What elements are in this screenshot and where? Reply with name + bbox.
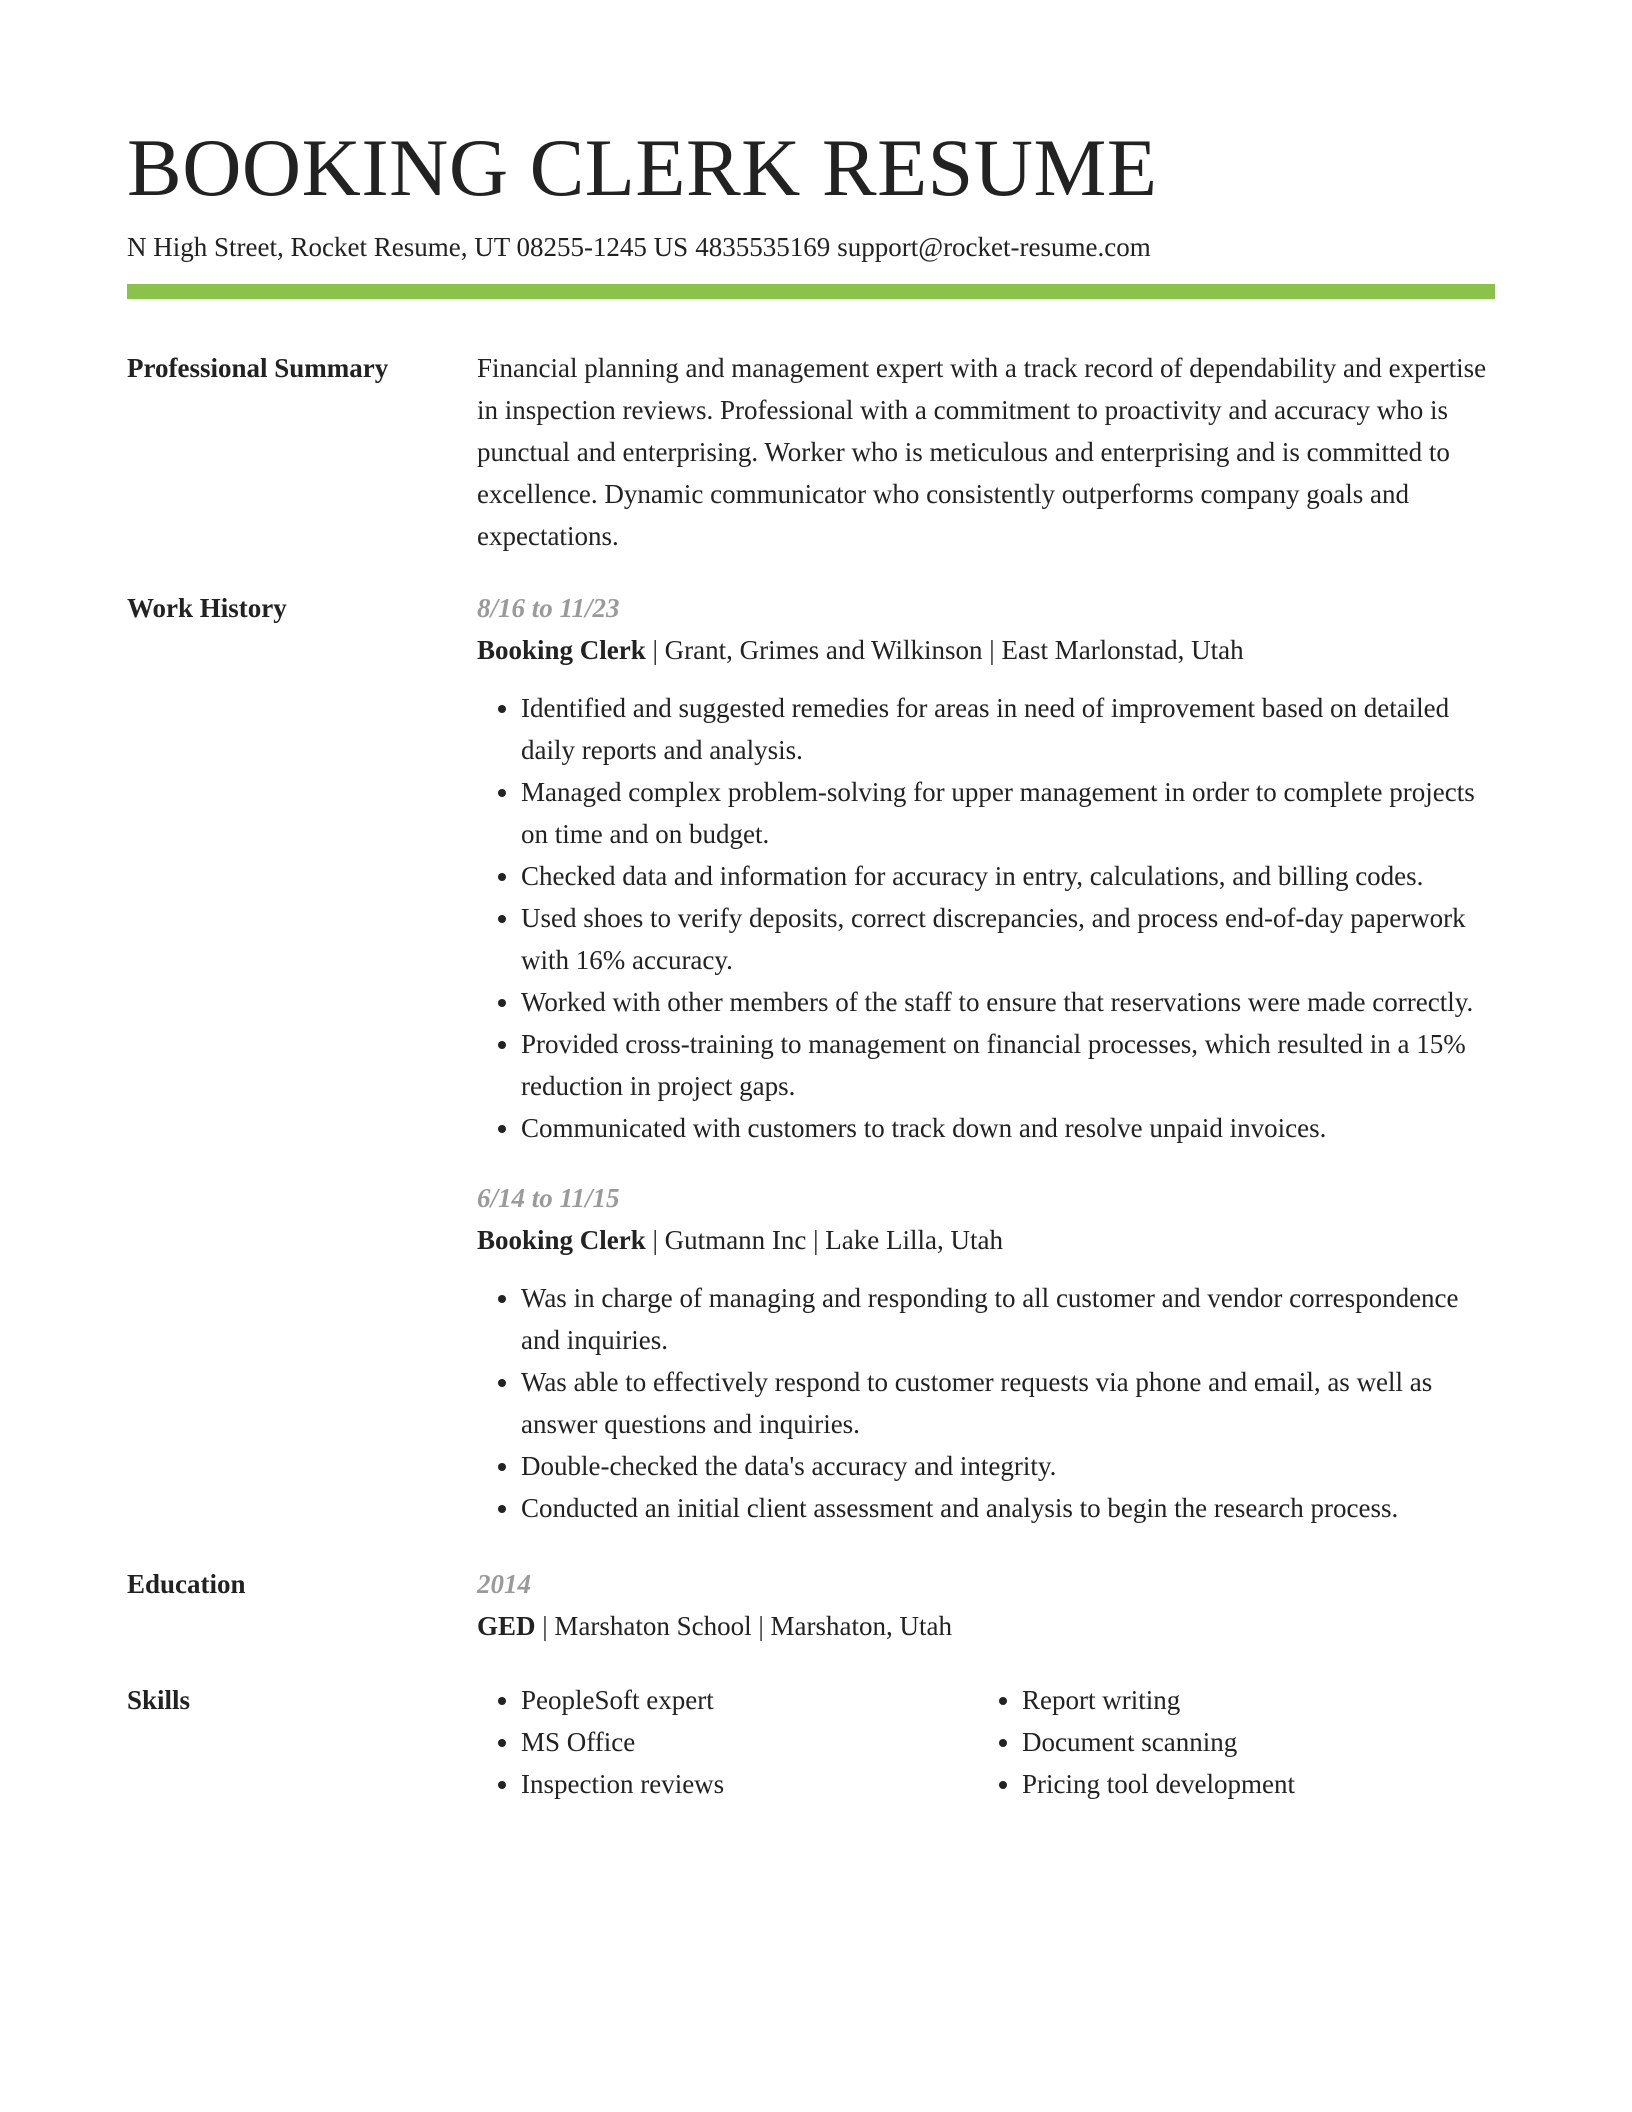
- job-dates: 6/14 to 11/15: [477, 1183, 620, 1213]
- header-divider: [127, 284, 1495, 299]
- skill-item: • MS Office: [521, 1721, 978, 1763]
- education-details: | Marshaton School | Marshaton, Utah: [535, 1611, 953, 1641]
- summary-text: Financial planning and management expert with a track record of dependability and expertise in inspection reviews. Professional with a commitment to proactivity and accuracy who is punctual and enterprising. Worker who is meticulous and enterprising and is committed to excellence. Dynamic communicator who consistently outperforms company goals and expectations.: [477, 353, 1487, 551]
- education-degree: GED: [477, 1611, 536, 1641]
- work-history-body: [477, 587, 1495, 1529]
- list-item: • Identified and suggested remedies for areas in need of improvement based on detailed daily reports and analysis.: [521, 687, 1495, 771]
- list-item: • Managed complex problem-solving for upper management in order to complete projects on time and on budget.: [521, 771, 1495, 855]
- job-details: | Grant, Grimes and Wilkinson | East Marlonstad, Utah: [645, 635, 1244, 665]
- job-title: Booking Clerk: [477, 635, 646, 665]
- job-dates: 8/16 to 11/23: [477, 593, 620, 623]
- skill-item: • Pricing tool development: [1022, 1763, 1495, 1805]
- skills-section: [127, 1679, 1495, 1805]
- education-section: [127, 1563, 1495, 1647]
- list-item: • Was able to effectively respond to customer requests via phone and email, as well as answer questions and inquiries.: [521, 1361, 1495, 1445]
- list-item: • Was in charge of managing and responding to all customer and vendor correspondence and inquiries.: [521, 1277, 1495, 1361]
- list-item: • Conducted an initial client assessment and analysis to begin the research process.: [521, 1487, 1495, 1529]
- job-details: | Gutmann Inc | Lake Lilla, Utah: [645, 1225, 1003, 1255]
- list-item: • Worked with other members of the staff to ensure that reservations were made correctly.: [521, 981, 1495, 1023]
- skills-label: Skills: [127, 1685, 191, 1715]
- skill-item: • Report writing: [1022, 1679, 1495, 1721]
- education-year: 2014: [477, 1569, 531, 1599]
- list-item: • Checked data and information for accuracy in entry, calculations, and billing codes.: [521, 855, 1495, 897]
- list-item: • Communicated with customers to track down and resolve unpaid invoices.: [521, 1107, 1495, 1149]
- skills-list-right: [978, 1679, 1495, 1805]
- job-bullets: [477, 1277, 1495, 1529]
- work-history-section: [127, 587, 1495, 1529]
- summary-label: Professional Summary: [127, 353, 389, 383]
- skill-item: • Document scanning: [1022, 1721, 1495, 1763]
- list-item: • Double-checked the data's accuracy and integrity.: [521, 1445, 1495, 1487]
- list-item: • Used shoes to verify deposits, correct discrepancies, and process end-of-day paperwork with 16% accuracy.: [521, 897, 1495, 981]
- job-heading: [477, 629, 1495, 671]
- resume-page: [127, 118, 1495, 1805]
- page-title: BOOKING CLERK RESUME: [127, 122, 1158, 213]
- contact-phone: 4835535169: [695, 232, 831, 262]
- job-title: Booking Clerk: [477, 1225, 646, 1255]
- job-entry: [477, 1177, 1495, 1529]
- contact-email: support@rocket-resume.com: [837, 232, 1151, 262]
- job-heading: [477, 1219, 1495, 1261]
- job-entry: [477, 587, 1495, 1149]
- skills-body: [477, 1679, 1495, 1805]
- list-item: • Provided cross-training to management on financial processes, which resulted in a 15% reduction in project gaps.: [521, 1023, 1495, 1107]
- skill-item: • Inspection reviews: [521, 1763, 978, 1805]
- skill-item: • PeopleSoft expert: [521, 1679, 978, 1721]
- education-label: Education: [127, 1569, 246, 1599]
- job-bullets: [477, 687, 1495, 1149]
- work-history-label: Work History: [127, 593, 287, 623]
- contact-line: [127, 230, 1495, 264]
- contact-address: N High Street, Rocket Resume, UT 08255-1245 US: [127, 232, 689, 262]
- education-body: [477, 1563, 1495, 1647]
- summary-section: [127, 347, 1495, 557]
- skills-list-left: [477, 1679, 978, 1805]
- education-heading: [477, 1605, 1495, 1647]
